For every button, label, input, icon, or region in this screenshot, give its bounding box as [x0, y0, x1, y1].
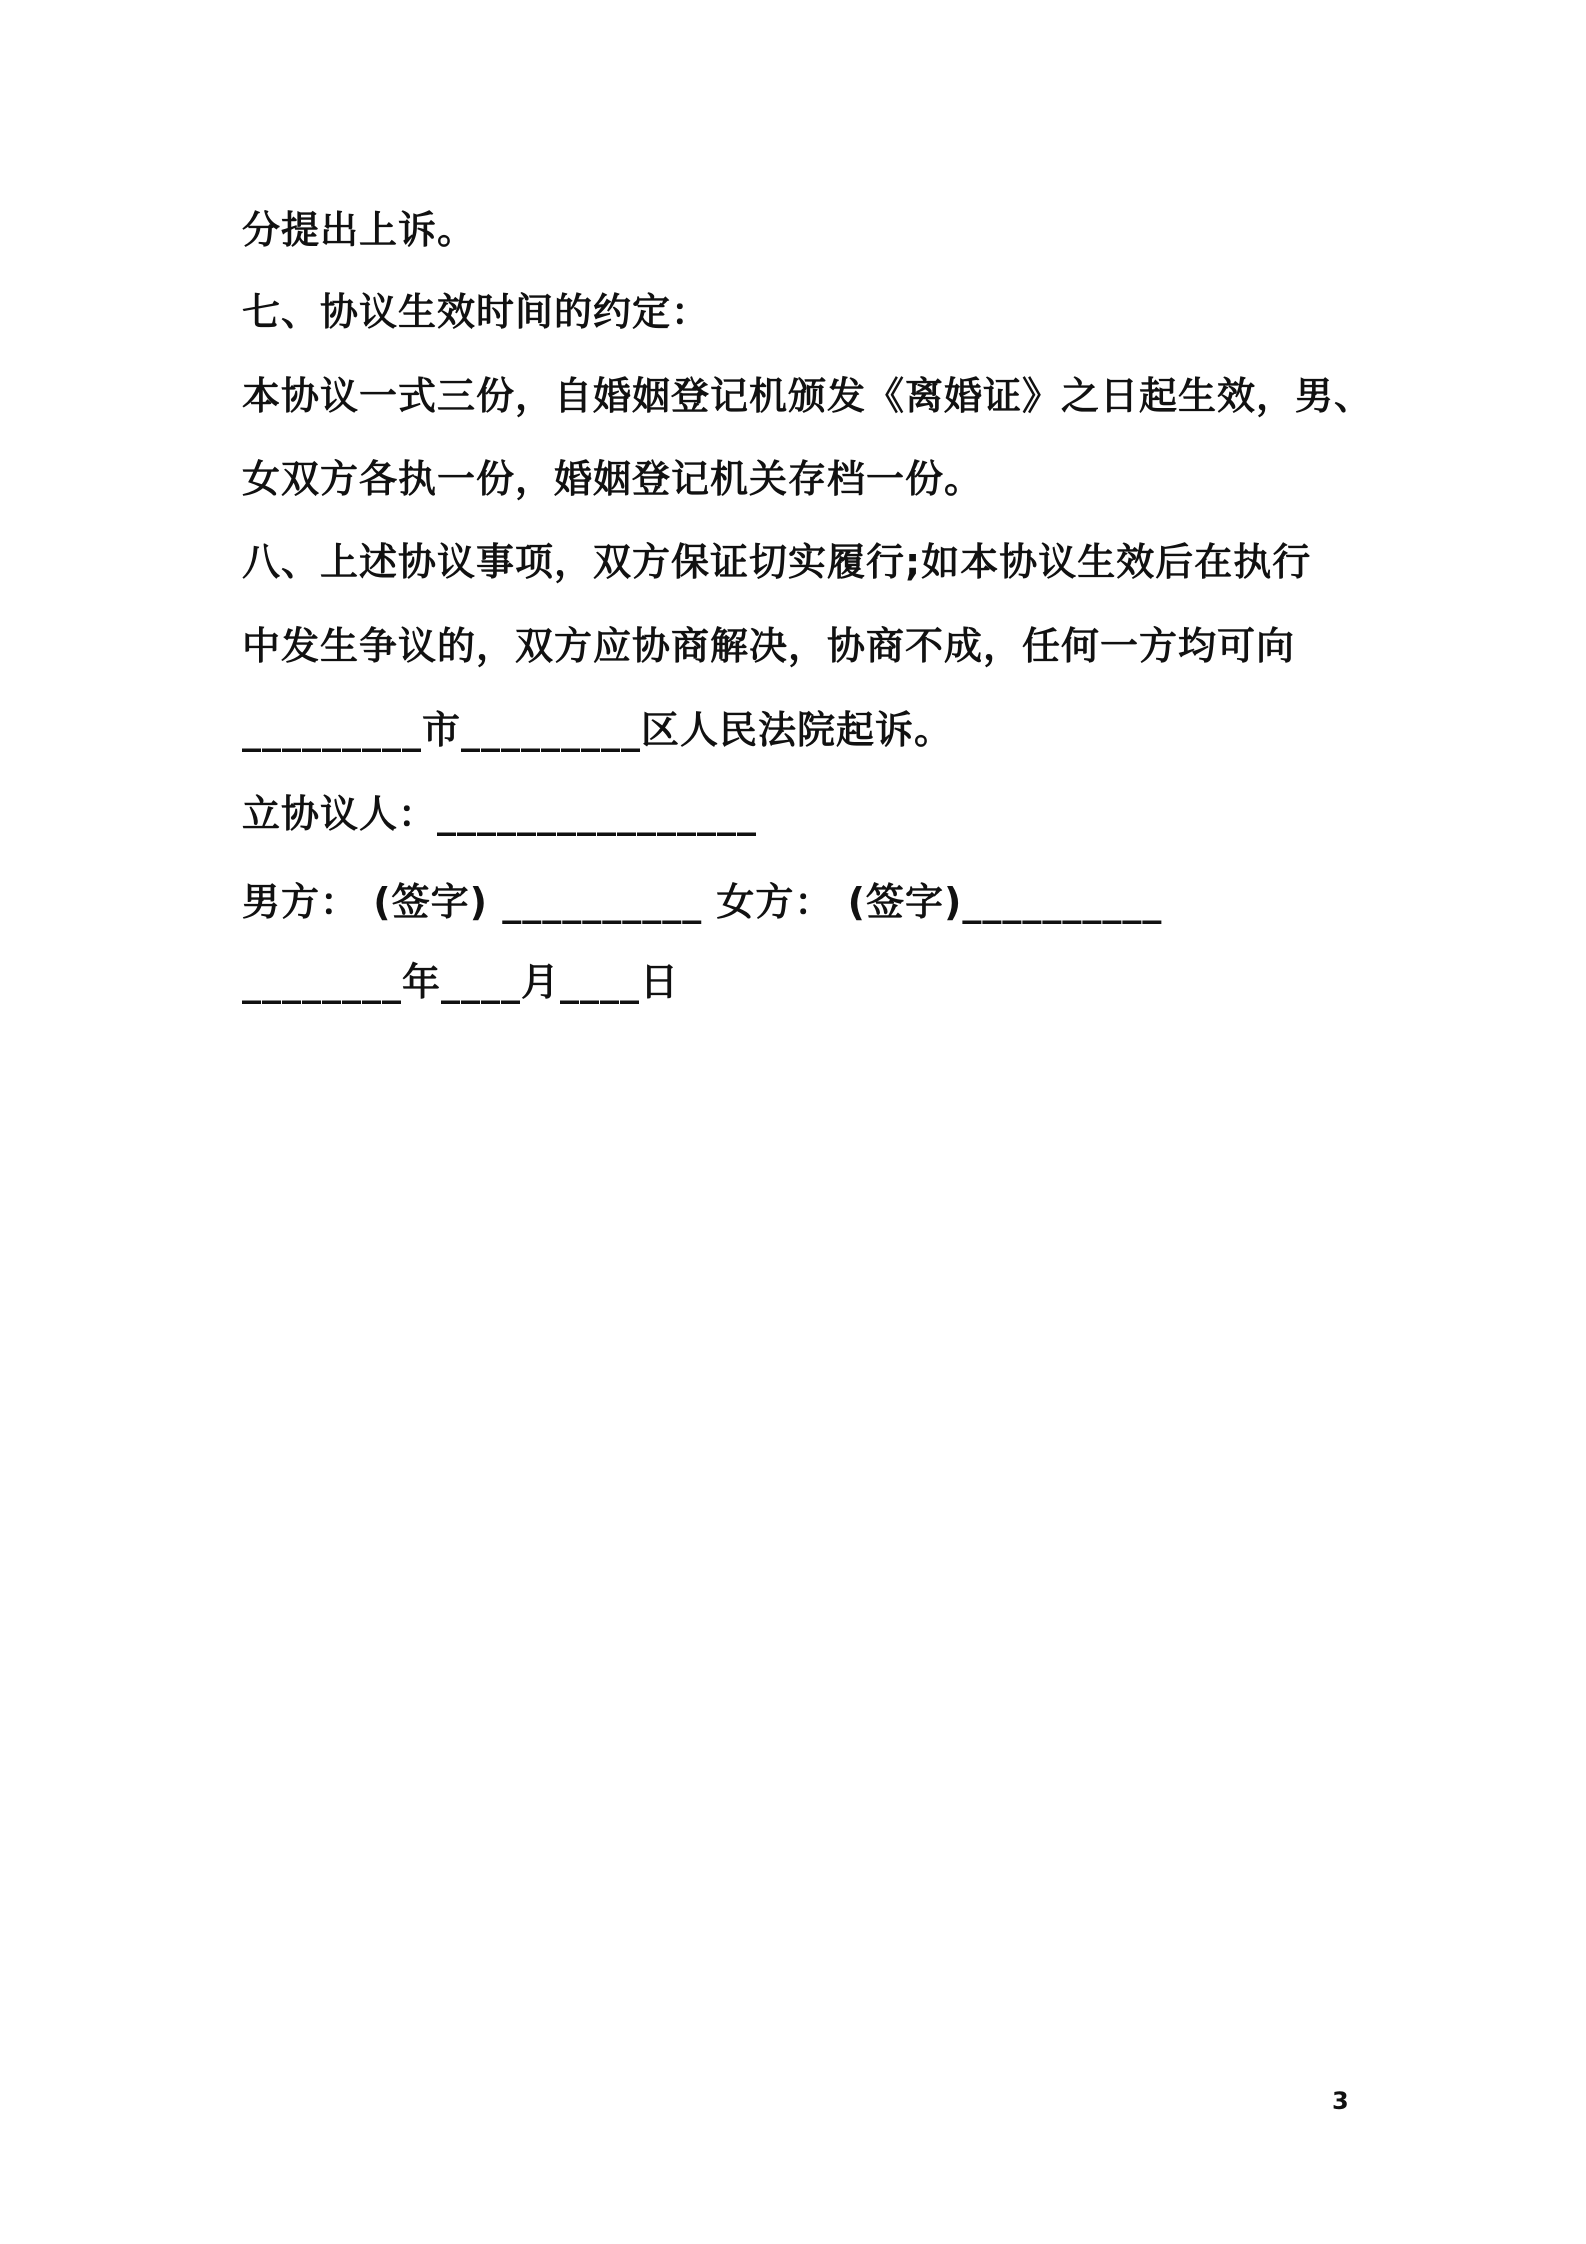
signature-line: 男方： (签字) __________ 女方： (签字)__________ [242, 880, 1163, 924]
section-7-heading: 七、协议生效时间的约定： [242, 290, 711, 334]
section-8-text-line-1: 八、上述协议事项，双方保证切实履行;如本协议生效后在执行 [242, 540, 1312, 584]
signatory-line: 立协议人：________________ [242, 792, 758, 836]
date-line: ________年____月____日 [242, 960, 680, 1004]
section-7-text-line-2: 女双方各执一份，婚姻登记机关存档一份。 [242, 457, 984, 501]
section-7-text-line-1: 本协议一式三份，自婚姻登记机颁发《离婚证》之日起生效，男、 [242, 374, 1374, 418]
page-number: 3 [1332, 2087, 1349, 2115]
text-line-appeal-continuation: 分提出上诉。 [242, 208, 477, 252]
section-8-text-line-2: 中发生争议的，双方应协商解决，协商不成，任何一方均可向 [242, 624, 1296, 668]
section-8-text-line-3: _________市_________区人民法院起诉。 [242, 708, 954, 752]
